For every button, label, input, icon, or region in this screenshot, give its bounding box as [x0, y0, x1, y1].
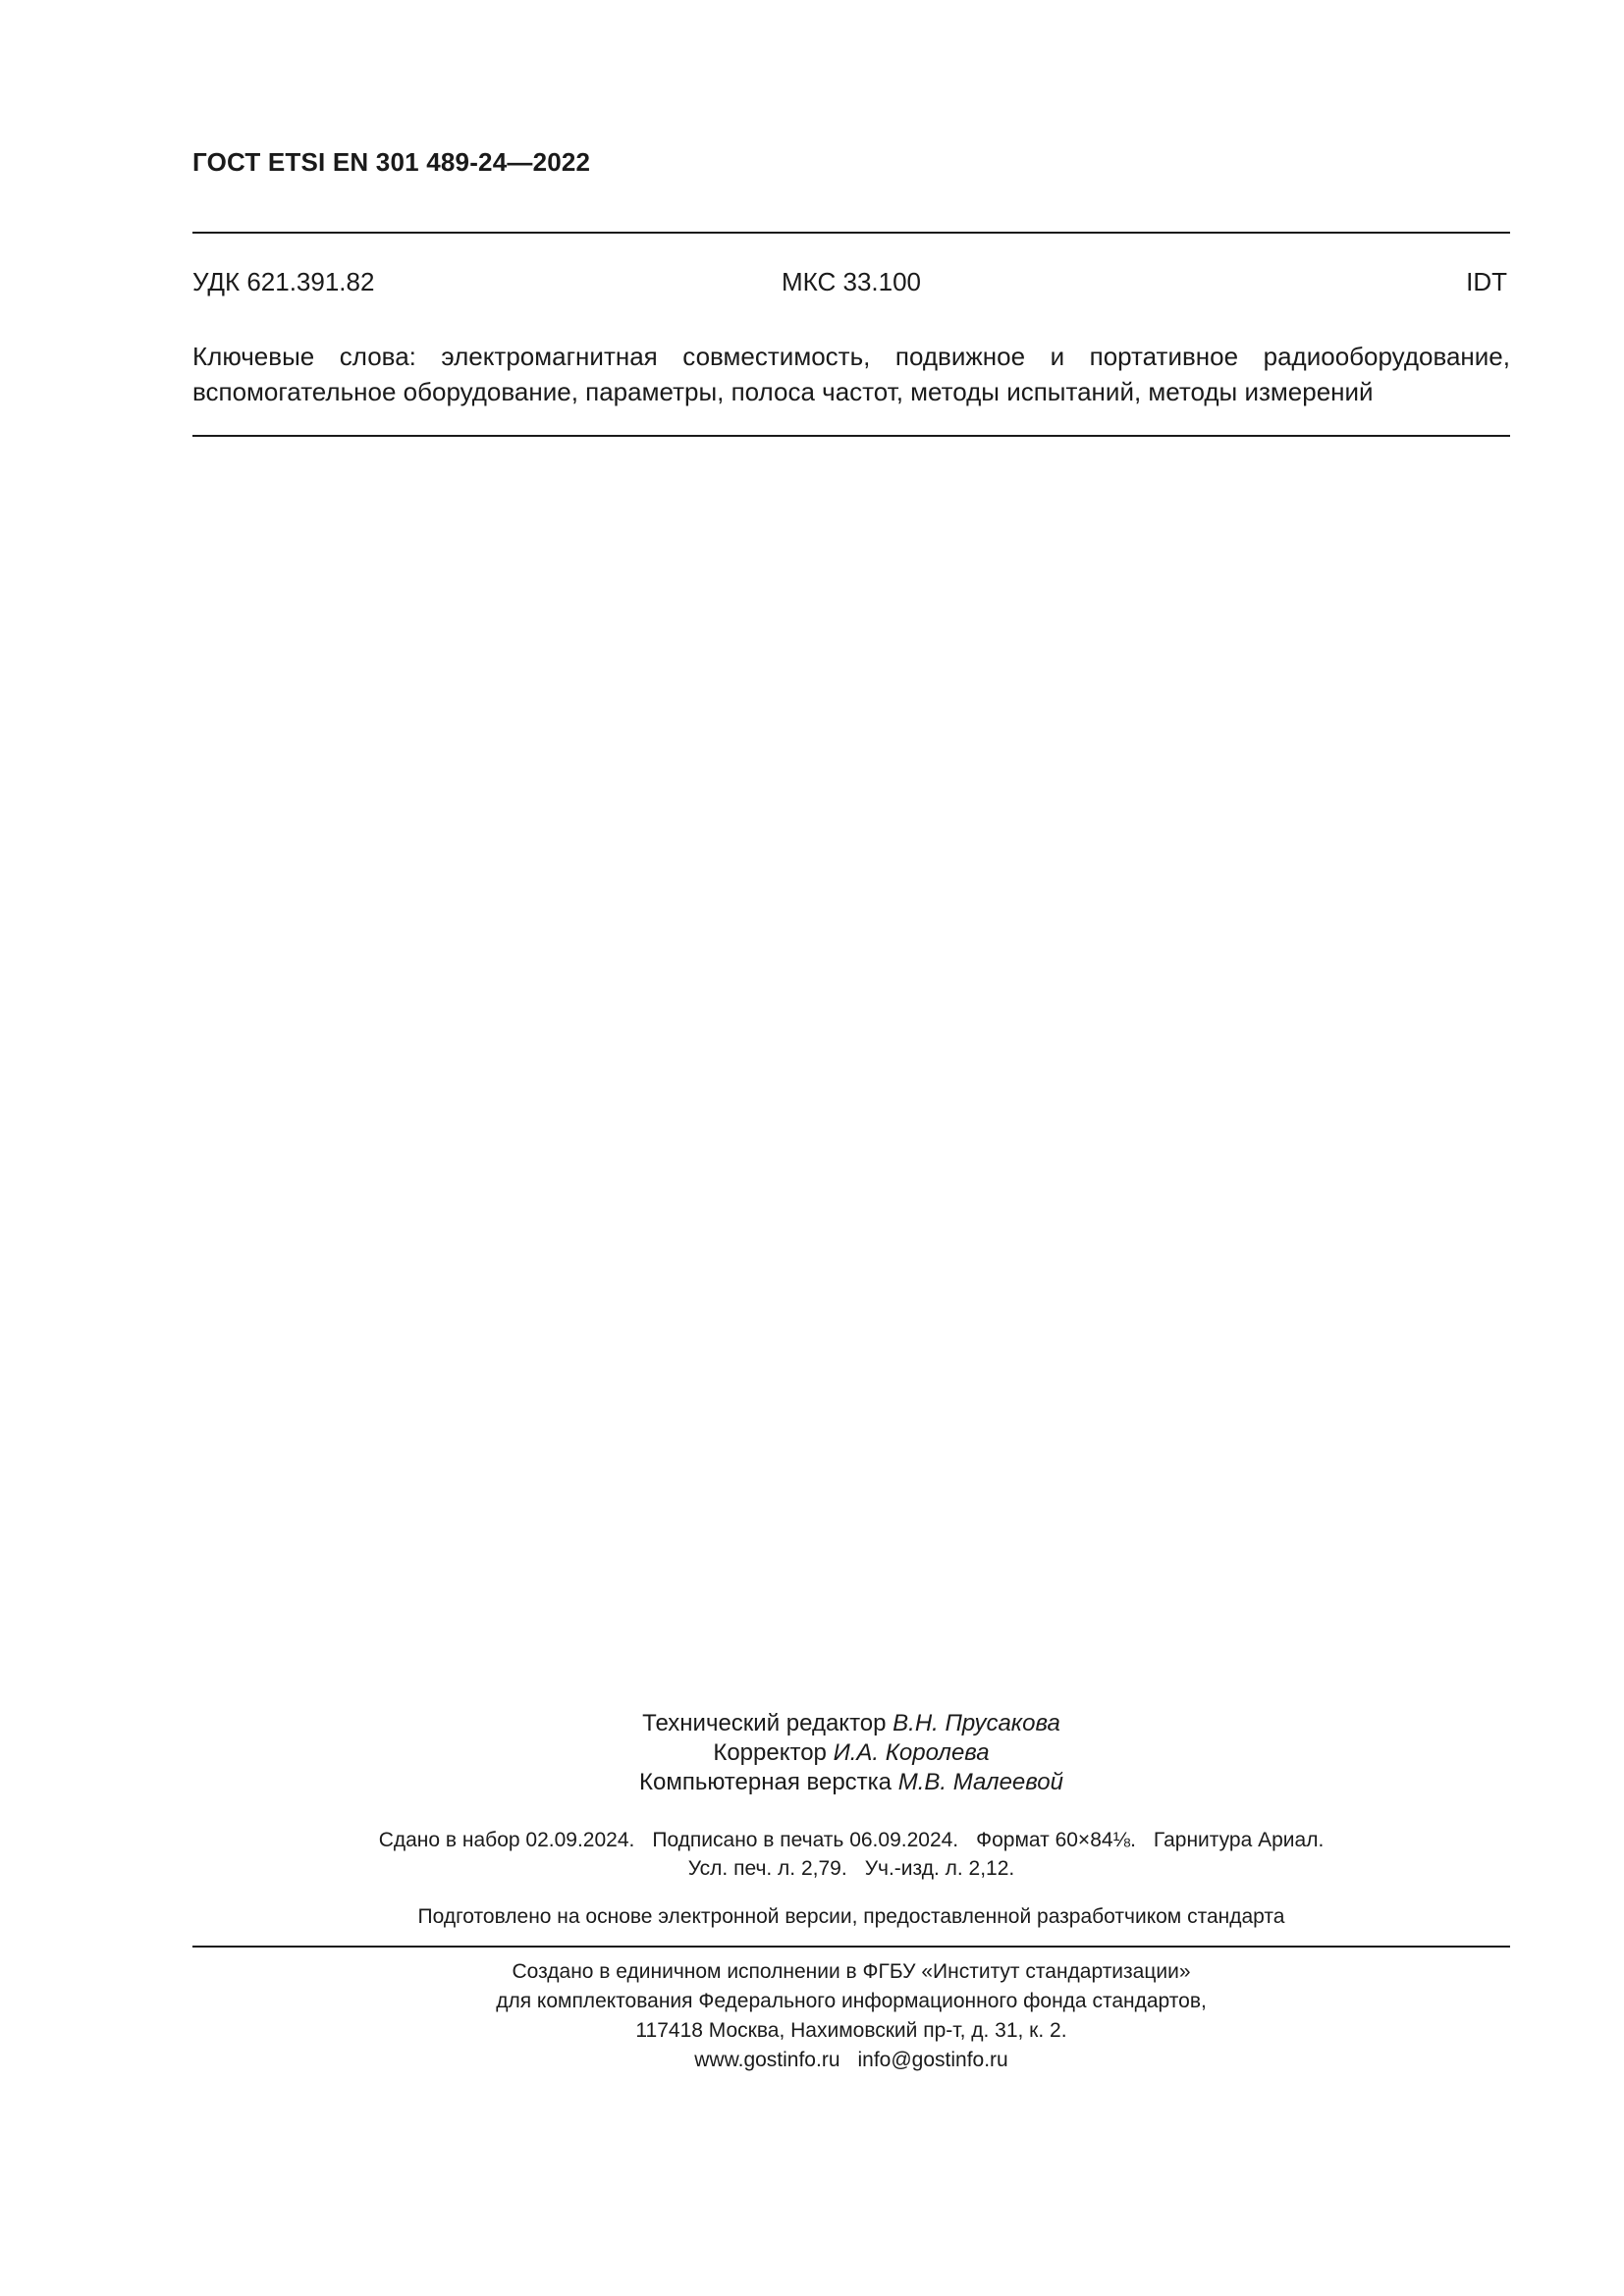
keywords-divider [192, 435, 1510, 437]
layout-line [192, 1768, 1510, 1797]
typeset-date: Сдано в набор 02.09.2024. [378, 1829, 635, 1851]
idt-code: IDT [1466, 267, 1507, 296]
imprint-line-1 [192, 1826, 1510, 1854]
imprint-line-2 [192, 1854, 1510, 1883]
publisher-line-1: Создано в единичном исполнении в ФГБУ «Институт стандартизации» [512, 1960, 1191, 1983]
publisher-contacts [192, 2046, 1510, 2075]
keywords-paragraph: Ключевые слова: электромагнитная совместимость, подвижное и портативное радиооборудование, вспомогательное оборудование, параметры, полоса частот, методы испытаний, методы измерений [192, 342, 1510, 406]
mks-code: МКС 33.100 [781, 267, 922, 296]
prepared-note: Подготовлено на основе электронной версии, предоставленной разработчиком стандарта [417, 1905, 1285, 1928]
publisher-block [192, 1957, 1510, 2075]
tech-editor-name: В.Н. Прусакова [893, 1710, 1060, 1736]
publisher-divider [192, 1946, 1510, 1948]
print-sheets: Усл. печ. л. 2,79. [687, 1857, 847, 1880]
typeface: Гарнитура Ариал. [1153, 1829, 1325, 1851]
corrector-line [192, 1738, 1510, 1768]
signed-date: Подписано в печать 06.09.2024. [652, 1829, 959, 1851]
email-link[interactable]: info@gostinfo.ru [857, 2049, 1008, 2071]
top-divider [192, 232, 1510, 234]
classification-row [192, 267, 1510, 300]
corrector-label: Корректор [713, 1739, 827, 1766]
edit-sheets: Уч.-изд. л. 2,12. [864, 1857, 1015, 1880]
udk-code: УДК 621.391.82 [192, 267, 375, 296]
publisher-address: 117418 Москва, Нахимовский пр-т, д. 31, к. 2. [635, 2019, 1067, 2042]
tech-editor-label: Технический редактор [642, 1710, 887, 1736]
document-title: ГОСТ ETSI EN 301 489-24—2022 [192, 147, 591, 177]
credits-block [192, 1709, 1510, 1797]
layout-name: М.В. Малеевой [897, 1769, 1063, 1795]
paper-format: Формат 60×84⅛. [976, 1829, 1136, 1851]
layout-label: Компьютерная верстка [639, 1769, 893, 1795]
publisher-line-2: для комплектования Федерального информационного фонда стандартов, [496, 1990, 1207, 2012]
corrector-name: И.А. Королева [833, 1739, 990, 1766]
imprint-block [192, 1826, 1510, 1883]
tech-editor-line [192, 1709, 1510, 1738]
website-link[interactable]: www.gostinfo.ru [694, 2049, 840, 2071]
